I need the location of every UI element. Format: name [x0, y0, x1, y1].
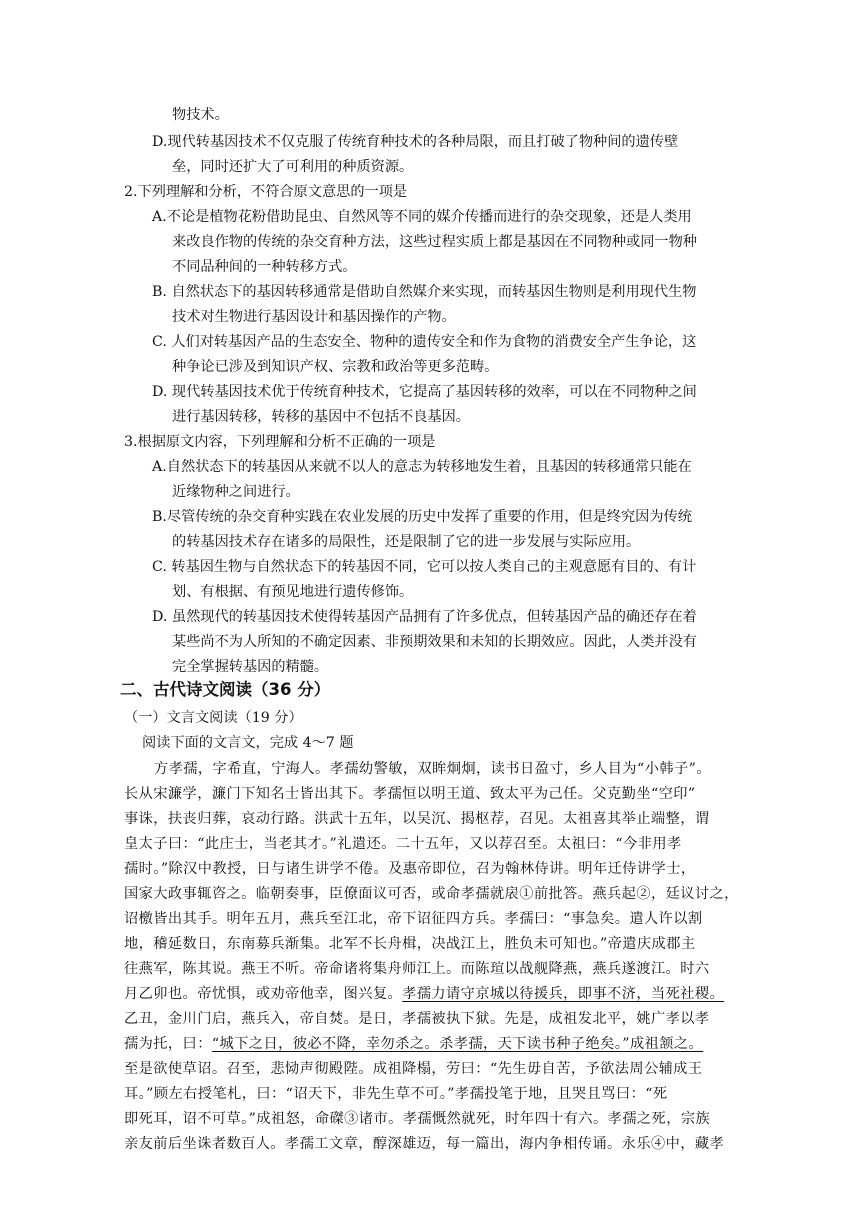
- q3-option-a-line1: A.自然状态下的转基因从来就不以人的意志为转移地发生着，且基因的转移通常只能在: [152, 459, 692, 475]
- q2-option-a-line1: A.不论是植物花粉借助昆虫、自然风等不同的媒介传播而进行的杂交现象，还是人类用: [152, 209, 692, 225]
- q2-option-d-line1: D. 现代转基因技术优于传统育种技术，它提高了基因转移的效率，可以在不同物种之间: [152, 384, 697, 400]
- q2-option-c-line1: C. 人们对转基因产品的生态安全、物种的遗传安全和作为食物的消费安全产生争论，这: [152, 334, 697, 350]
- q3-option-d-line2: 某些尚不为人所知的不确定因素、非预期效果和未知的长期效应。因此，人类并没有: [172, 634, 697, 650]
- passage-line-15: 即死耳，诏不可草。”成祖怒，命磔③诸市。孝孺慨然就死，时年四十有六。孝孺之死，宗族: [124, 1111, 711, 1127]
- passage-line-12-text: 孺为托，曰：: [124, 1036, 212, 1052]
- q2-option-b-line2: 技术对生物进行基因设计和基因操作的产物。: [172, 309, 456, 325]
- passage-line-5: 孺时。”除汉中教授，日与诸生讲学不倦。及惠帝即位，召为翰林侍讲。明年迁侍讲学士，: [124, 861, 696, 877]
- q3-option-d-line3: 完全掌握转基因的精髓。: [172, 659, 329, 675]
- passage-line-4: 皇太子曰：“此庄士，当老其才。”礼遣还。二十五年，又以荐召至。太祖曰：“今非用孝: [124, 836, 682, 852]
- q3-option-c-line1: C. 转基因生物与自然状态下的转基因不同，它可以按人类自己的主观意愿有目的、有计: [152, 559, 697, 575]
- passage-line-10: [124, 984, 724, 1004]
- section-2-subtitle: （一）文言文阅读（19 分）: [124, 710, 303, 726]
- q3-option-c-line2: 划、有根据、有预见地进行遗传修饰。: [172, 584, 414, 600]
- passage-line-14: 耳。”顾左右授笔札，曰：“诏天下，非先生草不可。”孝孺投笔于地，且哭且骂曰：“死: [124, 1086, 668, 1102]
- passage-line-1: 方孝孺，字希直，宁海人。孝孺幼警敏，双眸炯炯，读书日盈寸，乡人目为“小韩子”。: [154, 761, 711, 777]
- passage-line-10-text: 月乙卯也。帝忧惧，或劝帝他幸，图兴复。: [124, 986, 403, 1002]
- reading-instruction: 阅读下面的文言文，完成 4～7 题: [142, 735, 354, 751]
- q1-option-d-line1: D.现代转基因技术不仅克服了传统育种技术的各种局限，而且打破了物种间的遗传壁: [152, 134, 679, 150]
- q2-option-a-line3: 不同品种间的一种转移方式。: [172, 259, 357, 275]
- passage-line-8: 地，稽延数日，东南募兵渐集。北军不长舟楫，决战江上，胜负未可知也。”帝遣庆成郡主: [124, 936, 696, 952]
- q3-option-b-line2: 的转基因技术存在诸多的局限性，还是限制了它的进一步发展与实际应用。: [172, 534, 641, 550]
- q2-option-b-line1: B. 自然状态下的基因转移通常是借助自然媒介来实现，而转基因生物则是利用现代生物: [152, 284, 697, 300]
- question-2-stem: 2.下列理解和分析，不符合原文意思的一项是: [124, 184, 408, 200]
- passage-line-9: 往燕军，陈其说。燕王不听。帝命诸将集舟师江上。而陈瑄以战舰降燕，燕兵遂渡江。时六: [124, 961, 710, 977]
- passage-line-11: 乙丑，金川门启，燕兵入，帝自焚。是日，孝孺被执下狱。先是，成祖发北平，姚广孝以孝: [124, 1011, 710, 1027]
- q3-option-b-line1: B.尽管传统的杂交育种实践在农业发展的历史中发挥了重要的作用，但是终究因为传统: [152, 509, 692, 525]
- passage-line-13: 至是欲使草诏。召至，悲恸声彻殿陛。成祖降榻，劳曰：“先生毋自苦，予欲法周公辅成王: [124, 1061, 703, 1077]
- question-3-stem: 3.根据原文内容，下列理解和分析不正确的一项是: [124, 434, 436, 450]
- passage-line-12: [124, 1034, 703, 1054]
- q3-option-a-line2: 近缘物种之间进行。: [172, 484, 300, 500]
- passage-line-2: 长从宋濂学，濂门下知名士皆出其下。孝孺恒以明王道、致太平为己任。父克勤坐“空印”: [124, 786, 696, 802]
- underlined-sentence-2: “城下之日，彼必不降，幸勿杀之。杀孝孺，天下读书种子绝矣。”成祖颔之。: [211, 1036, 704, 1052]
- q1-c-continuation: 物技术。: [172, 107, 229, 123]
- passage-line-16: 亲友前后坐诛者数百人。孝孺工文章，醇深雄迈，每一篇出，海内争相传诵。永乐④中，藏孝: [124, 1136, 725, 1152]
- underlined-sentence-1: 孝孺力请守京城以待援兵，即事不济，当死社稷。: [402, 986, 725, 1002]
- q2-option-d-line2: 进行基因转移，转移的基因中不包括不良基因。: [172, 409, 470, 425]
- q3-option-d-line1: D. 虽然现代的转基因技术使得转基因产品拥有了许多优点，但转基因产品的确还存在着: [152, 609, 697, 625]
- section-2-title: 二、古代诗文阅读（36 分）: [120, 680, 331, 699]
- passage-line-3: 事诛，扶丧归葬，哀动行路。洪武十五年，以吴沉、揭枢荐，召见。太祖喜其举止端整，谓: [124, 811, 710, 827]
- q2-option-a-line2: 来改良作物的传统的杂交育种方法，这些过程实质上都是基因在不同物种或同一物种: [172, 234, 697, 250]
- passage-line-7: 诏檄皆出其手。明年五月，燕兵至江北，帝下诏征四方兵。孝孺曰：“事急矣。遣人许以割: [124, 911, 703, 927]
- q2-option-c-line2: 种争论已涉及到知识产权、宗教和政治等更多范畴。: [172, 359, 499, 375]
- q1-option-d-line2: 垒，同时还扩大了可利用的种质资源。: [172, 159, 414, 175]
- passage-line-6: 国家大政事辄咨之。临朝奏事，臣僚面议可否，或命孝孺就扆①前批答。燕兵起②，廷议讨之，: [124, 886, 739, 902]
